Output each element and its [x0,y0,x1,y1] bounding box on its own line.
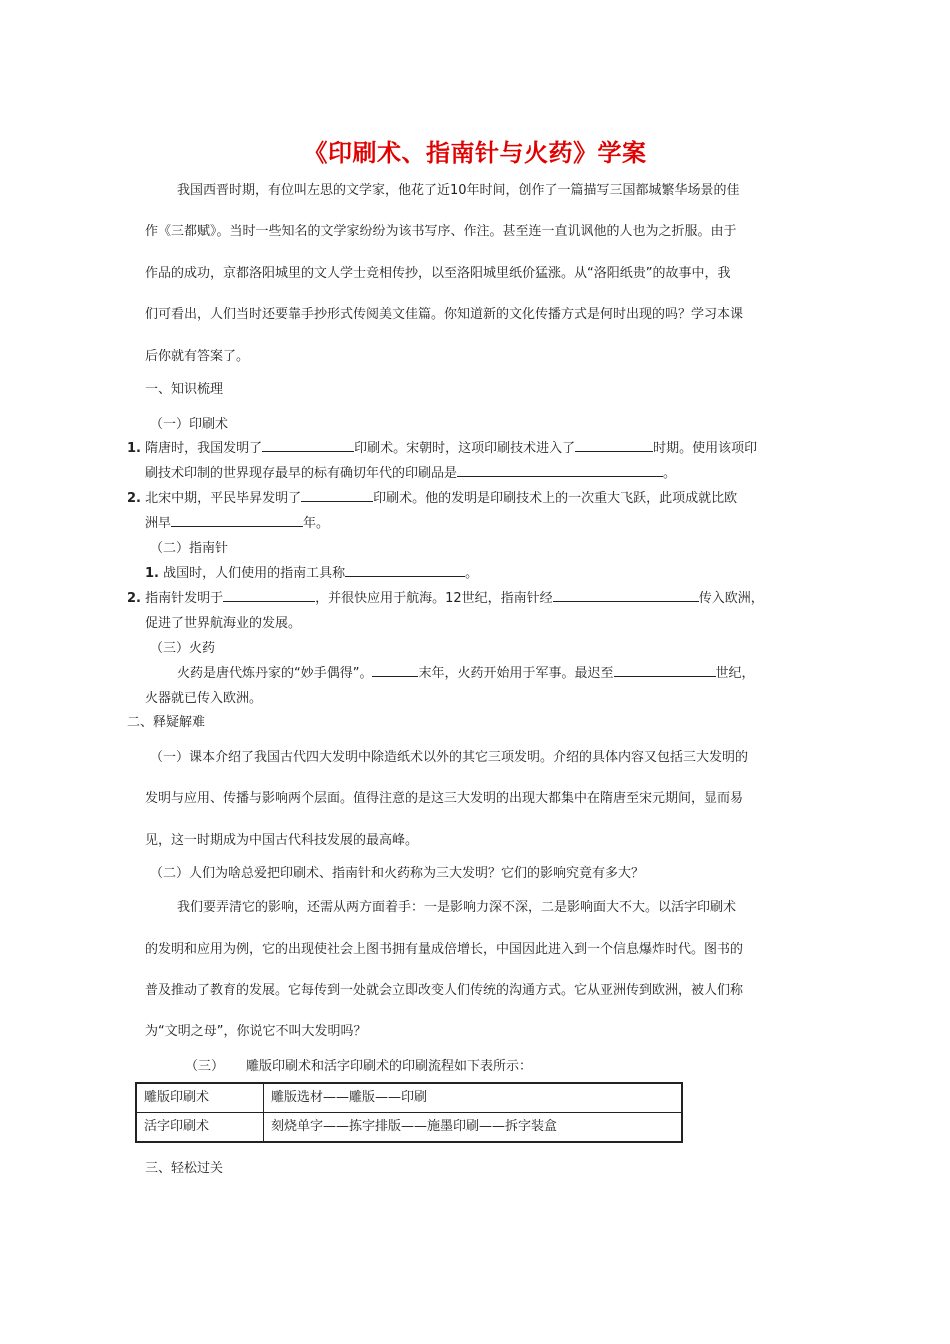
question-text: 世纪， [715,666,755,681]
gunpowder-line2: 火器就已传入欧洲。 [145,691,263,706]
section2-p2-question: （二）人们为啥总爱把印刷术、指南针和火药称为三大发明？它们的影响究竟有多大？ [150,866,645,881]
printing-process-table [135,1082,683,1143]
question-text: 隋唐时，我国发明了 [145,441,263,456]
fill-blank[interactable] [553,587,699,602]
intro-line-2: 作《三都赋》。当时一些知名的文学家纷纷为该书写序、作注。甚至连一直讥讽他的人也为之折服。由于 [145,224,737,239]
intro-line-5: 后你就有答案了。 [145,349,250,364]
question-number: 2. [127,491,141,506]
page-title: 《印刷术、指南针与火药》学案 [303,139,647,167]
table-cell-process: 雕版选材——雕版——印刷 [264,1083,683,1113]
printing-q1-line2 [145,462,676,481]
table-row [136,1083,682,1113]
question-text: 北宋中期，平民毕昇发明了 [145,491,302,506]
question-number: 2. [127,591,141,606]
question-number: 1. [127,441,141,456]
table-cell-name: 雕版印刷术 [136,1083,264,1113]
fill-blank[interactable] [457,462,663,477]
intro-line-4: 们可看出，人们当时还要靠手抄形式传阅美文佳篇。你知道新的文化传播方式是何时出现的吗？学习本课 [145,307,744,322]
question-text: 洲早 [145,516,172,531]
section2-p3-label: （三） [185,1059,225,1074]
section2-p2-line3: 普及推动了教育的发展。它每传到一处就会立即改变人们传统的沟通方式。它从亚洲传到欧洲，被人们称 [145,983,744,998]
fill-blank[interactable] [262,437,354,452]
question-text: 末年，火药开始用于军事。最迟至 [418,666,614,681]
fill-blank[interactable] [372,662,418,677]
question-number: 1. [145,566,159,581]
section2-p2-line2: 的发明和应用为例，它的出现使社会上图书拥有量成倍增长，中国因此进入到一个信息爆炸时代。图书的 [145,942,744,957]
question-text: 。 [663,466,677,481]
question-text: ，并很快应用于航海。12世纪，指南针经 [315,591,553,606]
compass-q2-line2: 促进了世界航海业的发展。 [145,616,302,631]
section2-p3-text: 雕版印刷术和活字印刷术的印刷流程如下表所示： [246,1059,533,1074]
fill-blank[interactable] [301,487,373,502]
fill-blank[interactable] [345,562,465,577]
fill-blank[interactable] [575,437,653,452]
printing-q2-line2 [145,512,329,531]
question-text: 印刷术。他的发明是印刷技术上的一次重大飞跃，此项成就比欧 [373,491,738,506]
fill-blank[interactable] [223,587,315,602]
section1-heading: 一、知识梳理 [145,382,224,397]
compass-q2-line1 [127,587,764,606]
section2-p1-line1: （一）课本介绍了我国古代四大发明中除造纸术以外的其它三项发明。介绍的具体内容又包括三大发明的 [150,750,749,765]
question-text: 刷技术印制的世界现存最早的标有确切年代的印刷品是 [145,466,458,481]
question-text: 时期。使用该项印 [653,441,758,456]
section2-p2-line1: 我们要弄清它的影响，还需从两方面着手：一是影响力深不深，二是影响面大不大。以活字印刷术 [177,900,737,915]
section2-p1-line2: 发明与应用、传播与影响两个层面。值得注意的是这三大发明的出现大都集中在隋唐至宋元期间，显而易 [145,791,744,806]
table-row [136,1113,682,1143]
intro-line-3: 作品的成功，京都洛阳城里的文人学士竞相传抄，以至洛阳城里纸价猛涨。从“洛阳纸贵”的故事中，我 [145,266,731,281]
gunpowder-line1 [177,662,755,681]
section2-heading: 二、释疑解难 [127,715,206,730]
printing-heading: （一）印刷术 [150,417,229,432]
section3-heading: 三、轻松过关 [145,1161,224,1176]
table-cell-process: 刻烧单字——拣字排版——施墨印刷——拆字装盒 [264,1113,683,1143]
table-cell-name: 活字印刷术 [136,1113,264,1143]
question-text: 。 [465,566,479,581]
fill-blank[interactable] [614,662,716,677]
question-text: 年。 [303,516,330,531]
question-text: 火药是唐代炼丹家的“妙手偶得”。 [177,666,373,681]
intro-line-1: 我国西晋时期，有位叫左思的文学家，他花了近10年时间，创作了一篇描写三国都城繁华场景的佳 [177,183,740,198]
printing-q2-line1 [127,487,737,506]
fill-blank[interactable] [171,512,303,527]
gunpowder-heading: （三）火药 [150,641,216,656]
printing-q1-line1 [127,437,757,456]
question-text: 战国时，人们使用的指南工具称 [163,566,346,581]
question-text: 指南针发明于 [145,591,224,606]
compass-heading: （二）指南针 [150,541,229,556]
question-text: 印刷术。宋朝时，这项印刷技术进入了 [354,441,576,456]
section2-p2-line4: 为“文明之母”，你说它不叫大发明吗？ [145,1024,367,1039]
compass-q1 [145,562,478,581]
question-text: 传入欧洲， [698,591,764,606]
section2-p1-line3: 见，这一时期成为中国古代科技发展的最高峰。 [145,833,419,848]
